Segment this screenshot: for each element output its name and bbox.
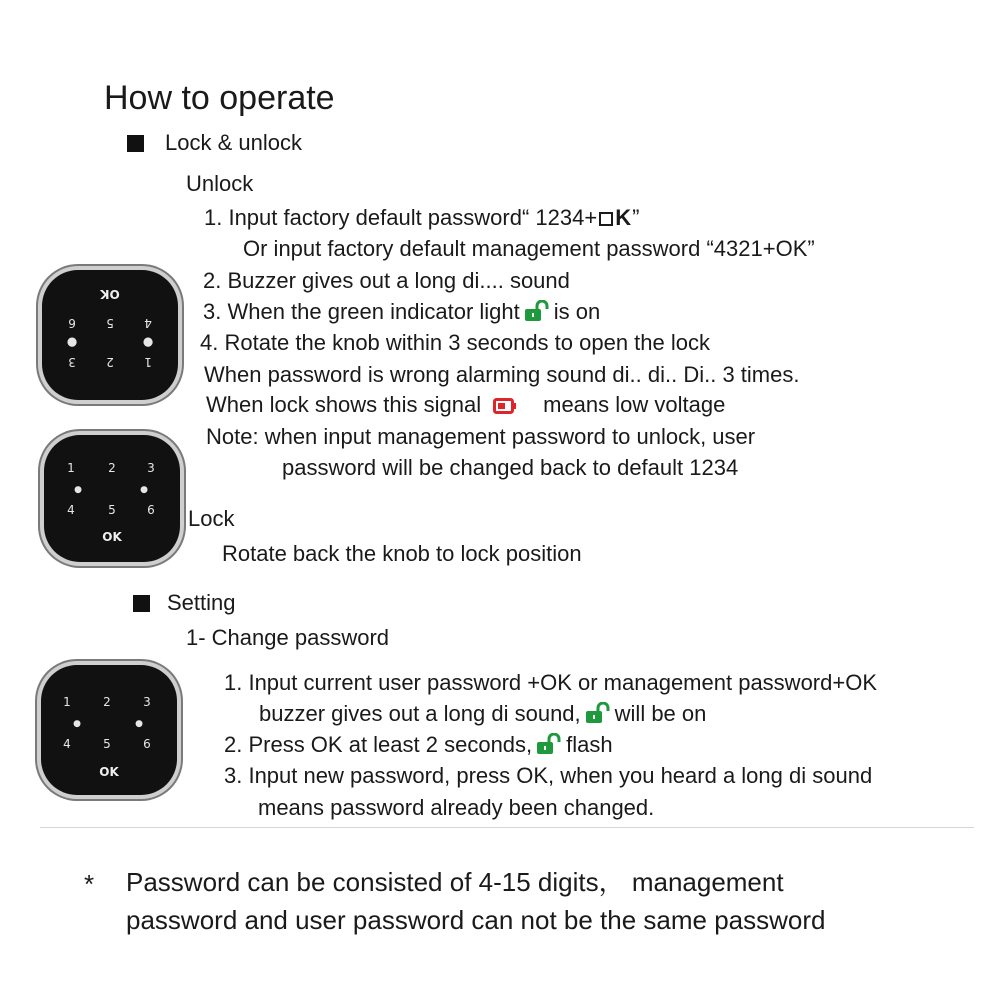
s2-prefix: 2. Press OK at least 2 seconds,: [224, 732, 533, 757]
key-6: 6: [68, 316, 76, 330]
key-1: 1: [144, 355, 152, 369]
unlock-step-1: [204, 205, 639, 231]
key-1: 1: [67, 461, 75, 475]
step1-k: K: [615, 205, 633, 230]
unlock-step-3: [203, 299, 600, 328]
unlock-heading: Unlock: [186, 171, 254, 196]
lock-heading: Lock: [188, 506, 235, 531]
divider: [40, 827, 974, 828]
key-5: 5: [108, 503, 116, 517]
green-unlock-icon: [585, 702, 611, 730]
footnote-star: *: [84, 869, 95, 899]
setting-step-1b: [259, 701, 706, 730]
step3-suffix: is on: [553, 299, 601, 324]
s1b-suffix: will be on: [614, 701, 707, 726]
footnote-line-2: password and user password can not be the same password: [126, 905, 826, 935]
setting-step-2: [224, 732, 613, 761]
section-bullet: [133, 595, 150, 612]
key-5: 5: [106, 316, 114, 330]
step1-prefix: 1. Input factory default password“ 1234+: [204, 205, 598, 230]
footnote-line-1: Password can be consisted of 4-15 digits， management: [126, 867, 784, 897]
change-password-heading: 1- Change password: [186, 625, 390, 650]
key-5: 5: [103, 737, 111, 751]
key-2: 2: [108, 461, 116, 475]
wrong-password-text: When password is wrong alarming sound di.. di.. Di.. 3 times.: [204, 362, 800, 387]
unlock-step-2: 2. Buzzer gives out a long di.... sound: [203, 268, 570, 293]
keypad-image-rotated: [42, 270, 178, 400]
page-title: How to operate: [104, 79, 335, 117]
step1-suffix: ”: [632, 205, 640, 230]
voltage-suffix: means low voltage: [543, 392, 726, 417]
section-heading-lock: Lock & unlock: [165, 130, 302, 155]
key-4: 4: [63, 737, 71, 751]
section-bullet: [127, 135, 144, 152]
s2-suffix: flash: [566, 732, 613, 757]
lock-key-icon: ●: [74, 485, 82, 495]
low-voltage-text: [206, 392, 725, 420]
key-2: 2: [103, 695, 111, 709]
voltage-prefix: When lock shows this signal: [206, 392, 482, 417]
note-line-2: password will be changed back to default 1234: [282, 455, 739, 480]
key-3: 3: [143, 695, 151, 709]
lock-key-icon: ●: [142, 336, 154, 350]
s1b-prefix: buzzer gives out a long di sound,: [259, 701, 581, 726]
section-heading-setting: Setting: [167, 590, 236, 615]
unlock-step-4: 4. Rotate the knob within 3 seconds to open the lock: [200, 330, 710, 355]
key-6: 6: [147, 503, 155, 517]
unlock-key-icon: ●: [66, 336, 78, 350]
unlock-step-1b: Or input factory default management password “4321+OK”: [243, 236, 815, 261]
step3-prefix: 3. When the green indicator light: [203, 299, 520, 324]
key-2: 2: [106, 355, 114, 369]
unlock-key-icon: ●: [135, 719, 143, 729]
keypad-image: [41, 665, 177, 795]
setting-step-1a: 1. Input current user password +OK or management password+OK: [224, 670, 877, 695]
battery-low-icon: [493, 394, 517, 420]
unlock-key-icon: ●: [140, 485, 148, 495]
key-6: 6: [143, 737, 151, 751]
setting-step-3a: 3. Input new password, press OK, when you heard a long di sound: [224, 763, 873, 788]
lock-key-icon: ●: [73, 719, 81, 729]
key-ok: OK: [100, 287, 120, 301]
key-ok: OK: [102, 530, 122, 544]
lock-text: Rotate back the knob to lock position: [222, 541, 582, 566]
keypad-image: [44, 435, 180, 562]
green-unlock-icon: [536, 733, 562, 761]
ok-square-icon: [599, 212, 613, 226]
key-4: 4: [67, 503, 75, 517]
note-line-1: Note: when input management password to unlock, user: [206, 424, 756, 449]
key-3: 3: [147, 461, 155, 475]
key-1: 1: [63, 695, 71, 709]
green-unlock-icon: [524, 300, 550, 328]
key-3: 3: [68, 355, 76, 369]
key-ok: OK: [99, 765, 119, 779]
setting-step-3b: means password already been changed.: [258, 795, 655, 820]
key-4: 4: [144, 316, 152, 330]
